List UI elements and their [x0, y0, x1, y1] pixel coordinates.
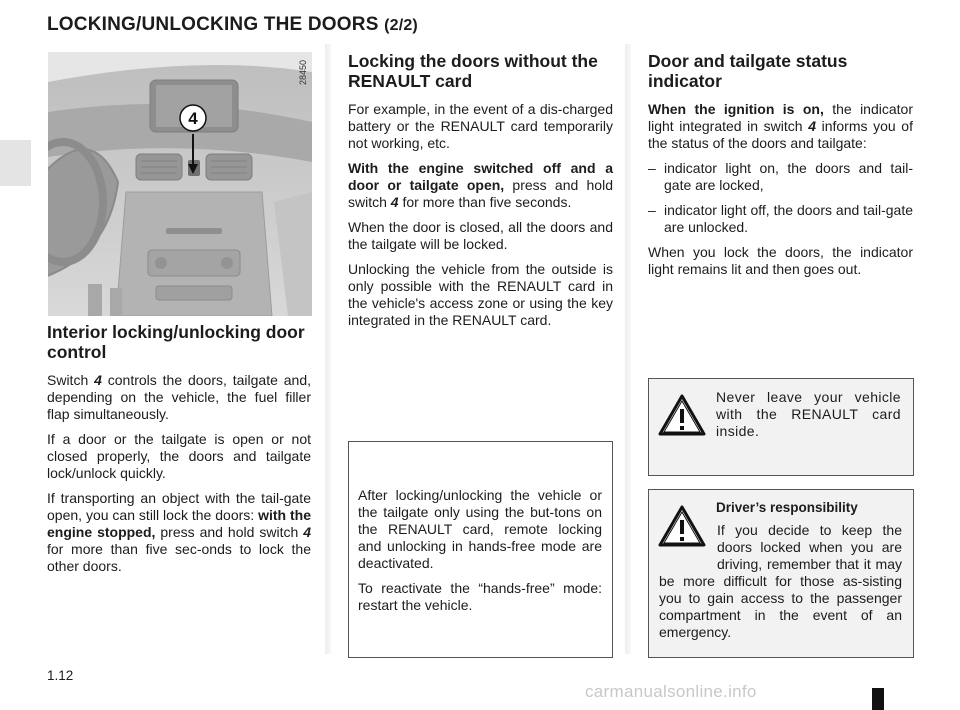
- list-item: – indicator light off, the doors and tail-gate are unlocked.: [648, 202, 913, 235]
- column-divider: [325, 44, 331, 654]
- info-paragraph: After locking/unlocking the vehicle or the tailgate only using the but-tons on the RENAULT card, remote locking and unlocking in hands-free mode are deactivated.: [358, 487, 602, 571]
- warning-text: Never leave your vehicle with the RENAULT card inside.: [716, 389, 901, 439]
- warning-triangle-icon: [657, 393, 707, 437]
- info-paragraph: To reactivate the “hands-free” mode: restart the vehicle.: [358, 580, 602, 613]
- paragraph: When the door is closed, all the doors and the tailgate will be locked.: [348, 219, 613, 252]
- warning-text: If you decide to keep the doors locked when you are driving, remember that it may be more difficult for those as-sisting you to gain access to the passenger compartment in the event of an emergency.: [659, 522, 902, 640]
- watermark: carmanualsonline.info: [585, 682, 757, 701]
- info-box: [348, 441, 613, 658]
- status-indicator-section: [648, 51, 913, 286]
- figure-reference-number: 28450: [298, 60, 308, 86]
- page-number: 1.12: [47, 668, 74, 683]
- section-heading: Locking the doors without the RENAULT card: [348, 51, 598, 91]
- warning-heading: Driver’s responsibility: [716, 500, 858, 515]
- dashboard-drawing: [48, 52, 312, 316]
- paragraph: For example, in the event of a dis-charged battery or the RENAULT card temporarily not working, etc.: [348, 101, 613, 151]
- section-heading: Door and tailgate status indicator: [648, 51, 848, 91]
- column-divider: [625, 44, 631, 654]
- interior-locking-section: [47, 322, 311, 583]
- paragraph: If a door or the tailgate is open or not closed properly, the doors and tailgate lock/unlock quickly.: [47, 431, 311, 481]
- paragraph: When you lock the doors, the indicator light remains lit and then goes out.: [648, 244, 913, 277]
- locking-without-card-section: [348, 51, 613, 337]
- dashboard-illustration: [48, 52, 312, 316]
- chapter-side-tab: [0, 140, 31, 186]
- page-title: [47, 14, 418, 36]
- section-heading: Interior locking/unlocking door control: [47, 322, 305, 362]
- paragraph: With the engine switched off and a door or tailgate open, press and hold switch 4 for more than five seconds.: [348, 160, 613, 210]
- page-title-sub: (2/2): [384, 17, 418, 34]
- list-item: – indicator light on, the doors and tail-gate are locked,: [648, 160, 913, 193]
- callout-label: 4: [188, 109, 198, 128]
- responsibility-warning-box: [648, 489, 914, 658]
- warning-box: [648, 378, 914, 476]
- paragraph: When the ignition is on, the indicator light integrated in switch 4 informs you of the status of the doors and tailgate:: [648, 101, 913, 151]
- paragraph: Unlocking the vehicle from the outside is only possible with the RENAULT card in the vehicle's access zone or using the key integrated in the RENAULT card.: [348, 261, 613, 328]
- page-title-main: LOCKING/UNLOCKING THE DOORS: [47, 14, 379, 35]
- page-end-marker: [872, 688, 884, 710]
- paragraph: If transporting an object with the tail-gate open, you can still lock the doors: with the engine stopped, press and hold switch 4 for more than five sec-onds to lock the other doors.: [47, 490, 312, 574]
- paragraph: Switch 4 controls the doors, tailgate and, depending on the vehicle, the fuel filler flap simultaneously.: [47, 372, 312, 422]
